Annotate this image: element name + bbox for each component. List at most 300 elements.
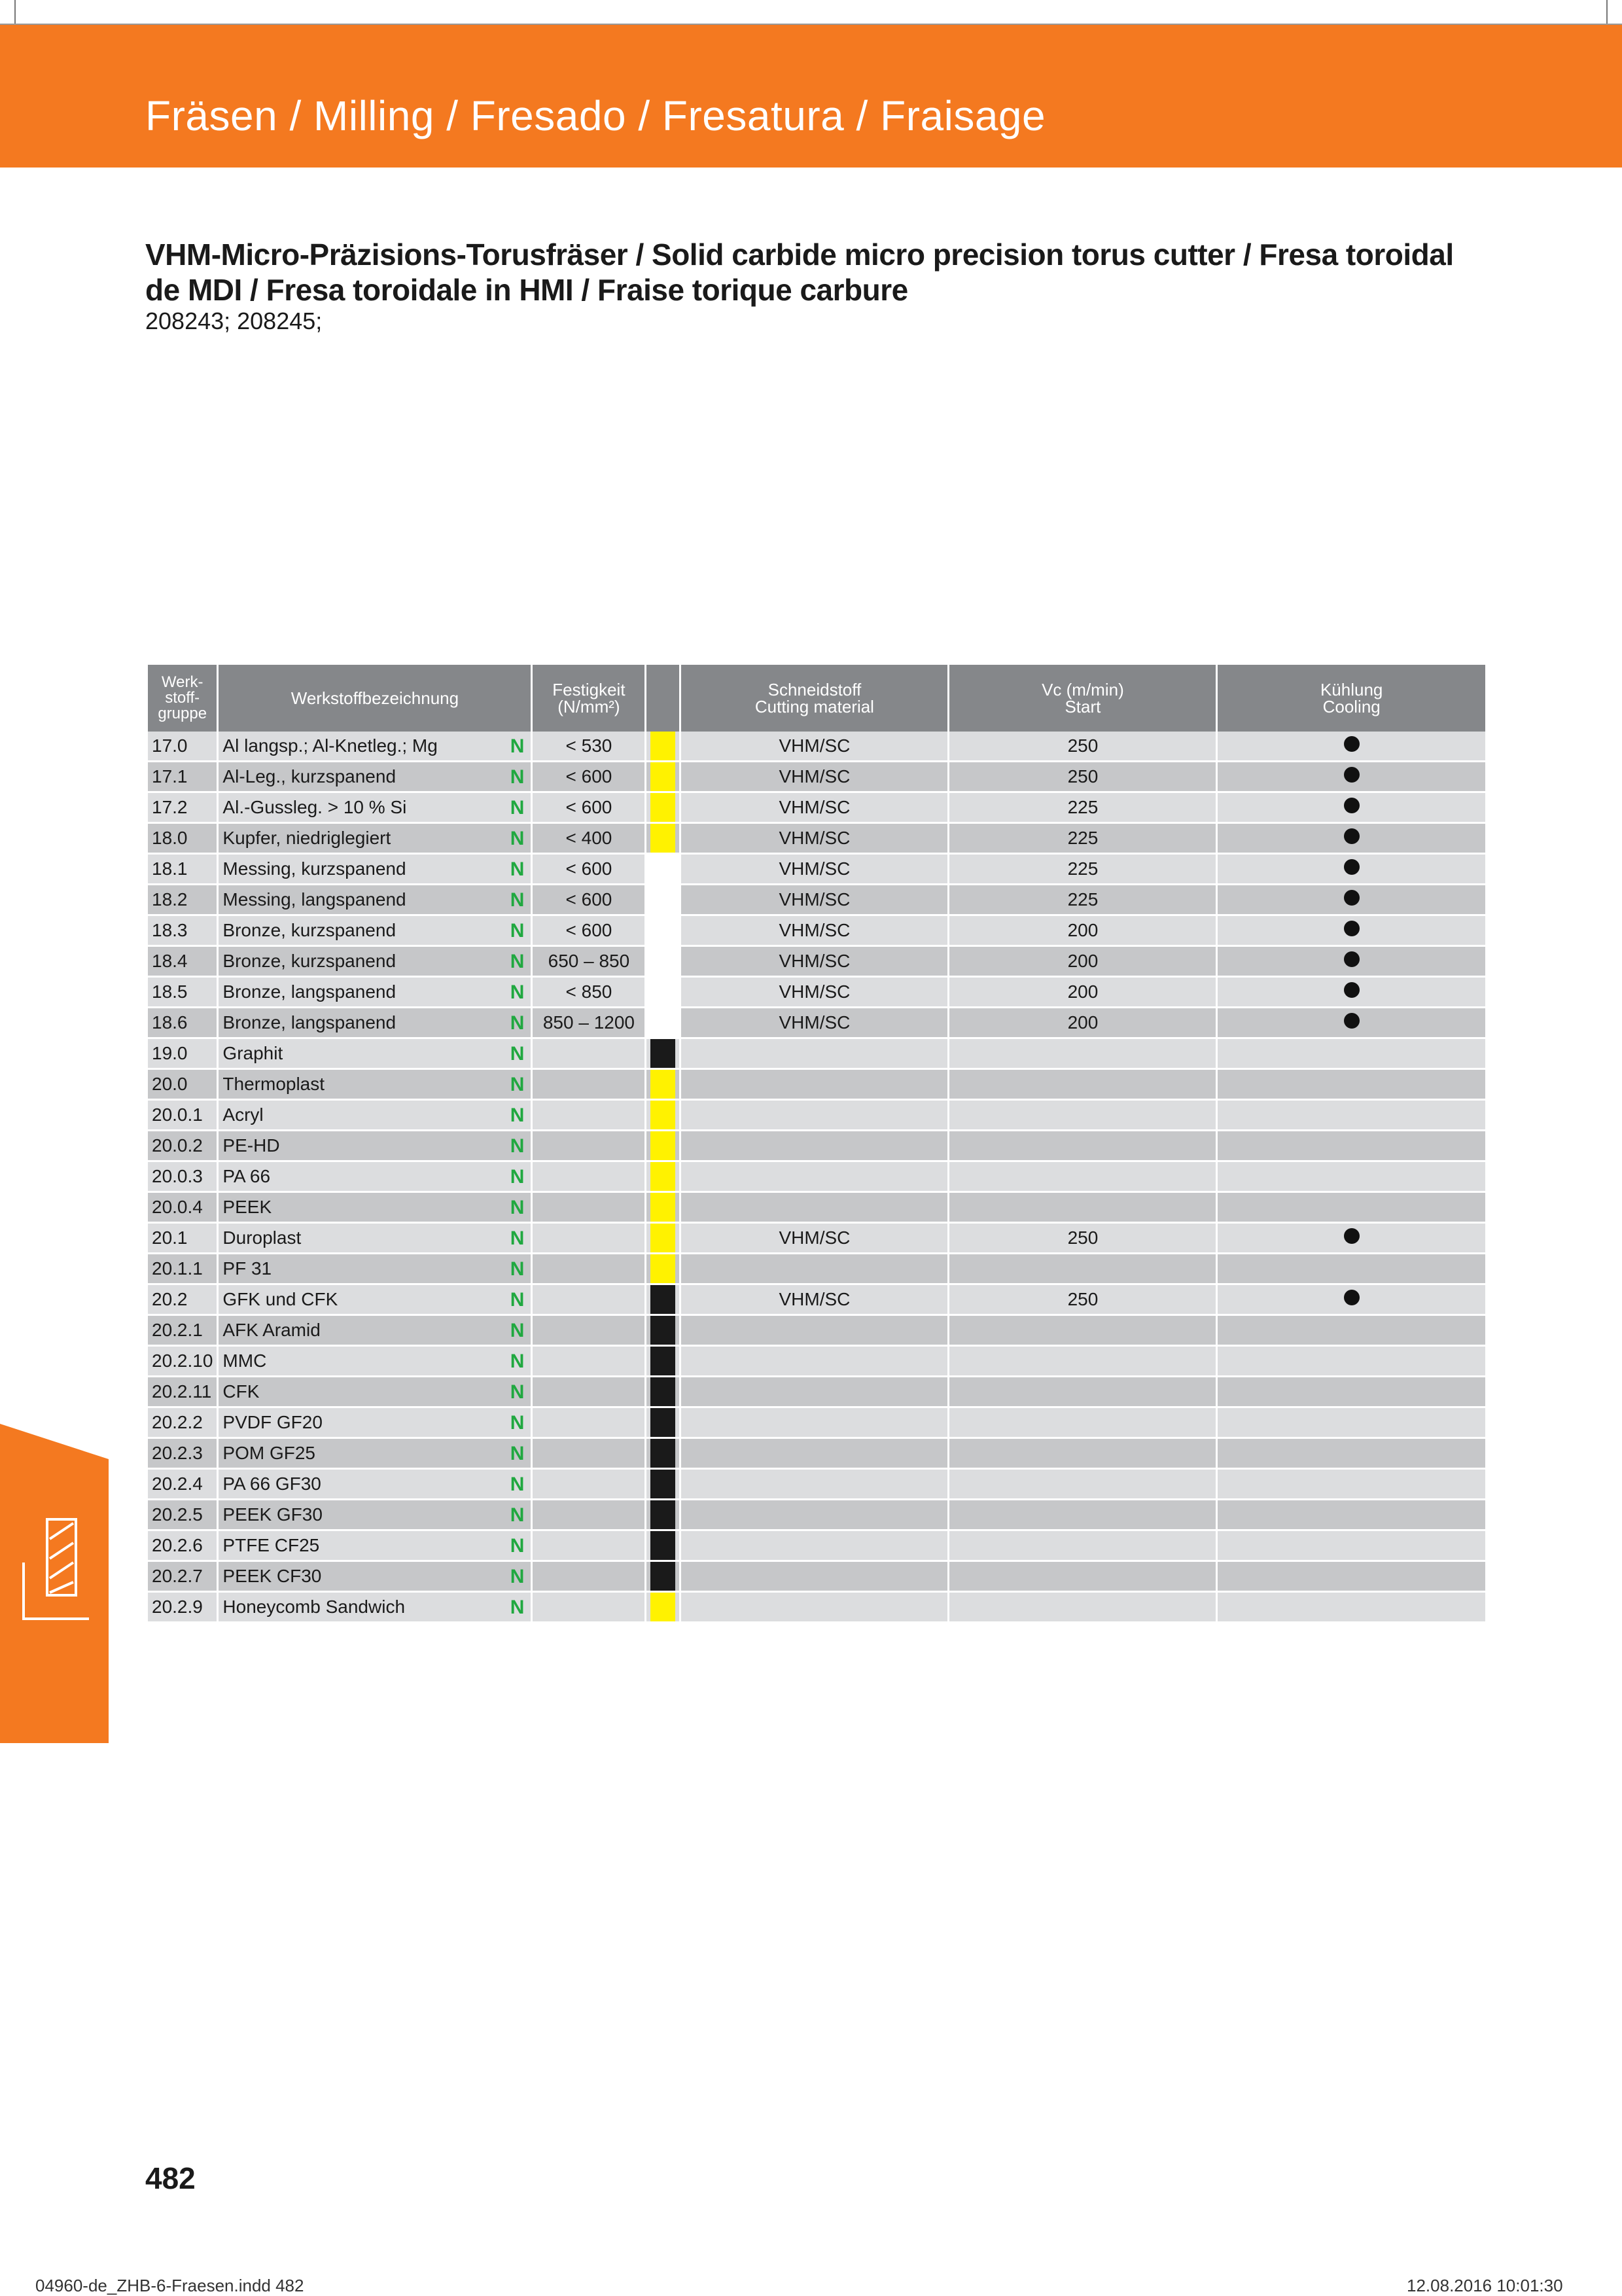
- header-cooling: [1217, 665, 1485, 732]
- material-class-n-badge: N: [510, 735, 525, 757]
- strength-value: [532, 1254, 646, 1284]
- cooling-cell: [1217, 1592, 1485, 1623]
- material-name-cell: [218, 1223, 532, 1254]
- cutting-speed: 250: [949, 762, 1217, 792]
- table-row: [148, 1530, 1485, 1561]
- material-name: Graphit: [222, 1043, 283, 1063]
- cutting-material: VHM/SC: [680, 977, 949, 1008]
- strength-value: < 600: [532, 915, 646, 946]
- suitability-swatch-cell: [646, 1008, 680, 1038]
- table-row: [148, 823, 1485, 854]
- suitability-swatch-cell: [646, 854, 680, 885]
- cutting-speed: 225: [949, 885, 1217, 915]
- cooling-dot-icon: [1344, 736, 1360, 752]
- strength-value: [532, 1469, 646, 1500]
- material-name-cell: [218, 1315, 532, 1346]
- strength-value: [532, 1530, 646, 1561]
- material-name: PA 66: [222, 1166, 271, 1186]
- suitability-swatch: [650, 793, 675, 822]
- cutting-material: [680, 1377, 949, 1407]
- page-number: 482: [145, 2161, 196, 2195]
- cutting-material: [680, 1161, 949, 1192]
- table-row: [148, 946, 1485, 977]
- material-class-n-badge: N: [510, 889, 525, 911]
- material-name-cell: [218, 854, 532, 885]
- material-name: Kupfer, niedriglegiert: [222, 828, 391, 848]
- material-class-n-badge: N: [510, 1412, 525, 1434]
- header-swatch: [646, 665, 680, 732]
- suitability-swatch: [650, 916, 675, 945]
- material-group-code: 20.2.5: [148, 1500, 218, 1530]
- material-group-code: 20.2.2: [148, 1407, 218, 1438]
- material-group-code: 20.0.1: [148, 1100, 218, 1131]
- strength-value: [532, 1069, 646, 1100]
- table-row: [148, 915, 1485, 946]
- cutting-speed: [949, 1315, 1217, 1346]
- cutting-speed: [949, 1377, 1217, 1407]
- strength-value: 850 – 1200: [532, 1008, 646, 1038]
- material-name: Bronze, kurzspanend: [222, 951, 397, 971]
- table-row: [148, 1500, 1485, 1530]
- header-material-group: [148, 665, 218, 732]
- material-name-cell: [218, 1254, 532, 1284]
- suitability-swatch-cell: [646, 1284, 680, 1315]
- material-name: Bronze, langspanend: [222, 1012, 397, 1033]
- table-row: [148, 854, 1485, 885]
- cutting-material: [680, 1192, 949, 1223]
- material-class-n-badge: N: [510, 1443, 525, 1464]
- cooling-dot-icon: [1344, 890, 1360, 906]
- cooling-dot-icon: [1344, 1228, 1360, 1244]
- cooling-cell: [1217, 1377, 1485, 1407]
- material-group-code: 20.0.3: [148, 1161, 218, 1192]
- strength-value: [532, 1561, 646, 1592]
- table-body: [148, 732, 1485, 1623]
- suitability-swatch: [650, 1070, 675, 1099]
- strength-value: < 600: [532, 762, 646, 792]
- material-name-cell: [218, 1192, 532, 1223]
- table-row: [148, 1192, 1485, 1223]
- material-name-cell: [218, 792, 532, 823]
- material-name: Thermoplast: [222, 1074, 325, 1094]
- material-group-code: 18.2: [148, 885, 218, 915]
- material-class-n-badge: N: [510, 1597, 525, 1618]
- cutting-material: VHM/SC: [680, 1223, 949, 1254]
- material-group-code: 18.4: [148, 946, 218, 977]
- material-name-cell: [218, 1008, 532, 1038]
- cutting-speed: [949, 1346, 1217, 1377]
- material-name: Honeycomb Sandwich: [222, 1597, 406, 1617]
- strength-value: < 400: [532, 823, 646, 854]
- cutting-speed: [949, 1192, 1217, 1223]
- article-numbers: 208243; 208245;: [145, 308, 323, 334]
- material-name: POM GF25: [222, 1443, 316, 1463]
- cooling-cell: [1217, 1100, 1485, 1131]
- suitability-swatch-cell: [646, 946, 680, 977]
- suitability-swatch-cell: [646, 885, 680, 915]
- cooling-dot-icon: [1344, 1290, 1360, 1305]
- suitability-swatch: [650, 1131, 675, 1160]
- header-strength-label: Festigkeit (N/mm²): [552, 680, 626, 716]
- material-name-cell: [218, 1530, 532, 1561]
- cutting-speed: [949, 1254, 1217, 1284]
- cooling-dot-icon: [1344, 951, 1360, 967]
- material-group-code: 20.2: [148, 1284, 218, 1315]
- material-name-cell: [218, 1284, 532, 1315]
- material-group-code: 18.5: [148, 977, 218, 1008]
- cooling-dot-icon: [1344, 982, 1360, 998]
- cutting-speed: [949, 1038, 1217, 1069]
- material-class-n-badge: N: [510, 1135, 525, 1157]
- header-material-group-label: Werk- stoff- gruppe: [158, 673, 207, 722]
- material-name: Messing, langspanend: [222, 889, 406, 910]
- footer-timestamp: 12.08.2016 10:01:30: [1407, 2276, 1563, 2295]
- cooling-cell: [1217, 732, 1485, 762]
- material-name-cell: [218, 946, 532, 977]
- cutting-speed: 250: [949, 1284, 1217, 1315]
- material-class-n-badge: N: [510, 1043, 525, 1065]
- material-name: CFK: [222, 1381, 260, 1402]
- cutting-speed: 225: [949, 854, 1217, 885]
- material-name-cell: [218, 1592, 532, 1623]
- material-name-cell: [218, 1100, 532, 1131]
- material-group-code: 17.2: [148, 792, 218, 823]
- crop-mark-left: [14, 0, 16, 24]
- cutting-material: [680, 1407, 949, 1438]
- material-class-n-badge: N: [510, 1320, 525, 1341]
- suitability-swatch: [650, 1531, 675, 1560]
- cutting-speed: [949, 1407, 1217, 1438]
- suitability-swatch: [650, 1008, 675, 1037]
- material-class-n-badge: N: [510, 1381, 525, 1403]
- cooling-cell: [1217, 1438, 1485, 1469]
- cutting-speed: [949, 1131, 1217, 1161]
- material-name: Acryl: [222, 1104, 264, 1125]
- header-cutting-speed-label: Vc (m/min) Start: [1042, 680, 1124, 716]
- cooling-cell: [1217, 1192, 1485, 1223]
- strength-value: [532, 1346, 646, 1377]
- table-row: [148, 1438, 1485, 1469]
- table-row: [148, 1254, 1485, 1284]
- material-name-cell: [218, 1161, 532, 1192]
- table-row: [148, 1407, 1485, 1438]
- table-row: [148, 977, 1485, 1008]
- material-group-code: 20.0: [148, 1069, 218, 1100]
- table-row: [148, 732, 1485, 762]
- suitability-swatch: [650, 1285, 675, 1314]
- material-group-code: 18.0: [148, 823, 218, 854]
- material-name-cell: [218, 1500, 532, 1530]
- cutting-speed: 250: [949, 732, 1217, 762]
- suitability-swatch: [650, 1254, 675, 1283]
- suitability-swatch-cell: [646, 1592, 680, 1623]
- material-name: Messing, kurzspanend: [222, 858, 406, 879]
- material-class-n-badge: N: [510, 951, 525, 972]
- material-name: PVDF GF20: [222, 1412, 323, 1432]
- suitability-swatch: [650, 1162, 675, 1191]
- strength-value: [532, 1377, 646, 1407]
- material-name-cell: [218, 732, 532, 762]
- suitability-swatch: [650, 1470, 675, 1498]
- material-name-cell: [218, 977, 532, 1008]
- suitability-swatch-cell: [646, 1131, 680, 1161]
- cooling-cell: [1217, 762, 1485, 792]
- suitability-swatch: [650, 885, 675, 914]
- table-row: [148, 762, 1485, 792]
- cutting-material: [680, 1561, 949, 1592]
- material-class-n-badge: N: [510, 1504, 525, 1526]
- material-name: PF 31: [222, 1258, 272, 1279]
- material-class-n-badge: N: [510, 1535, 525, 1557]
- cutting-speed: [949, 1100, 1217, 1131]
- material-class-n-badge: N: [510, 920, 525, 942]
- cutting-data-table: [148, 665, 1485, 1623]
- suitability-swatch-cell: [646, 1254, 680, 1284]
- cooling-cell: [1217, 1254, 1485, 1284]
- table-row: [148, 1100, 1485, 1131]
- cutting-material: [680, 1592, 949, 1623]
- milling-cutter-icon: [0, 1424, 109, 1743]
- table-row: [148, 1161, 1485, 1192]
- suitability-swatch: [650, 1224, 675, 1252]
- material-name: Bronze, kurzspanend: [222, 920, 397, 940]
- cooling-cell: [1217, 915, 1485, 946]
- material-class-n-badge: N: [510, 1166, 525, 1188]
- suitability-swatch-cell: [646, 1469, 680, 1500]
- cutting-speed: 200: [949, 915, 1217, 946]
- cutting-speed: 200: [949, 1008, 1217, 1038]
- cooling-cell: [1217, 854, 1485, 885]
- footer-file-name: 04960-de_ZHB-6-Fraesen.indd 482: [35, 2276, 304, 2295]
- cooling-dot-icon: [1344, 798, 1360, 813]
- table-row: [148, 1038, 1485, 1069]
- suitability-swatch-cell: [646, 732, 680, 762]
- cutting-material: VHM/SC: [680, 823, 949, 854]
- cooling-cell: [1217, 1530, 1485, 1561]
- cooling-cell: [1217, 1561, 1485, 1592]
- suitability-swatch-cell: [646, 1161, 680, 1192]
- material-name-cell: [218, 1561, 532, 1592]
- table-row: [148, 1346, 1485, 1377]
- cutting-speed: 250: [949, 1223, 1217, 1254]
- cutting-material: [680, 1069, 949, 1100]
- suitability-swatch-cell: [646, 1530, 680, 1561]
- suitability-swatch-cell: [646, 1223, 680, 1254]
- material-class-n-badge: N: [510, 1351, 525, 1372]
- material-group-code: 20.2.10: [148, 1346, 218, 1377]
- cutting-speed: 225: [949, 823, 1217, 854]
- cutting-speed: 225: [949, 792, 1217, 823]
- strength-value: < 600: [532, 854, 646, 885]
- table-row: [148, 1592, 1485, 1623]
- strength-value: < 850: [532, 977, 646, 1008]
- cooling-cell: [1217, 1161, 1485, 1192]
- suitability-swatch-cell: [646, 1561, 680, 1592]
- cutting-material: [680, 1131, 949, 1161]
- strength-value: < 530: [532, 732, 646, 762]
- material-group-code: 18.3: [148, 915, 218, 946]
- material-name: PA 66 GF30: [222, 1474, 321, 1494]
- material-group-code: 20.2.7: [148, 1561, 218, 1592]
- suitability-swatch: [650, 947, 675, 976]
- suitability-swatch-cell: [646, 1500, 680, 1530]
- strength-value: [532, 1100, 646, 1131]
- material-name-cell: [218, 823, 532, 854]
- material-name: AFK Aramid: [222, 1320, 321, 1340]
- section-title: Fräsen / Milling / Fresado / Fresatura / Fraisage: [145, 92, 1046, 139]
- cutting-speed: [949, 1561, 1217, 1592]
- material-group-code: 20.2.3: [148, 1438, 218, 1469]
- material-name: PEEK GF30: [222, 1504, 323, 1525]
- cutting-speed: [949, 1530, 1217, 1561]
- material-group-code: 20.2.11: [148, 1377, 218, 1407]
- suitability-swatch: [650, 1101, 675, 1129]
- suitability-swatch: [650, 1408, 675, 1437]
- suitability-swatch-cell: [646, 1069, 680, 1100]
- crop-mark-right: [1606, 0, 1608, 24]
- material-group-code: 20.1.1: [148, 1254, 218, 1284]
- suitability-swatch: [650, 1439, 675, 1468]
- material-name-cell: [218, 1469, 532, 1500]
- cooling-cell: [1217, 977, 1485, 1008]
- material-group-code: 20.2.6: [148, 1530, 218, 1561]
- material-class-n-badge: N: [510, 828, 525, 849]
- cooling-cell: [1217, 1500, 1485, 1530]
- table-row: [148, 1315, 1485, 1346]
- material-name-cell: [218, 1407, 532, 1438]
- crop-margin: [0, 0, 1622, 25]
- header-strength: [532, 665, 646, 732]
- cooling-cell: [1217, 1284, 1485, 1315]
- suitability-swatch: [650, 1562, 675, 1591]
- cutting-material: VHM/SC: [680, 732, 949, 762]
- material-name: PTFE CF25: [222, 1535, 320, 1555]
- material-name-cell: [218, 885, 532, 915]
- material-class-n-badge: N: [510, 1104, 525, 1126]
- material-name: Al-Leg., kurzspanend: [222, 766, 397, 786]
- cutting-material: [680, 1038, 949, 1069]
- material-group-code: 18.6: [148, 1008, 218, 1038]
- cutting-speed: 200: [949, 977, 1217, 1008]
- strength-value: < 600: [532, 792, 646, 823]
- table-row: [148, 1008, 1485, 1038]
- strength-value: [532, 1223, 646, 1254]
- material-name: MMC: [222, 1351, 267, 1371]
- material-class-n-badge: N: [510, 766, 525, 788]
- material-name-cell: [218, 1346, 532, 1377]
- suitability-swatch: [650, 978, 675, 1006]
- suitability-swatch-cell: [646, 1407, 680, 1438]
- table-header-row: [148, 665, 1485, 732]
- table-row: [148, 1561, 1485, 1592]
- material-name-cell: [218, 1038, 532, 1069]
- header-cutting-material-label: Schneidstoff Cutting material: [754, 680, 874, 716]
- material-class-n-badge: N: [510, 1197, 525, 1218]
- cooling-dot-icon: [1344, 859, 1360, 875]
- cutting-material: [680, 1254, 949, 1284]
- table-row: [148, 1469, 1485, 1500]
- material-name: PE-HD: [222, 1135, 280, 1156]
- cutting-material: VHM/SC: [680, 762, 949, 792]
- cooling-cell: [1217, 1469, 1485, 1500]
- suitability-swatch: [650, 1316, 675, 1345]
- strength-value: [532, 1038, 646, 1069]
- table-row: [148, 792, 1485, 823]
- strength-value: < 600: [532, 885, 646, 915]
- cooling-cell: [1217, 1008, 1485, 1038]
- cutting-material: [680, 1530, 949, 1561]
- header-cooling-label: Kühlung Cooling: [1320, 680, 1383, 716]
- suitability-swatch: [650, 1347, 675, 1375]
- strength-value: [532, 1284, 646, 1315]
- table-row: [148, 1223, 1485, 1254]
- suitability-swatch-cell: [646, 1038, 680, 1069]
- suitability-swatch-cell: [646, 1315, 680, 1346]
- suitability-swatch-cell: [646, 1100, 680, 1131]
- header-cutting-speed: [949, 665, 1217, 732]
- product-heading: VHM-Micro-Präzisions-Torusfräser / Solid carbide micro precision torus cutter / Fresa toroidal de MDI / Fresa toroidale in HMI / Fraise torique carbure: [145, 238, 1454, 307]
- suitability-swatch: [650, 732, 675, 760]
- cutting-material: VHM/SC: [680, 885, 949, 915]
- material-group-code: 20.2.9: [148, 1592, 218, 1623]
- suitability-swatch-cell: [646, 977, 680, 1008]
- material-name: PEEK: [222, 1197, 272, 1217]
- suitability-swatch-cell: [646, 1377, 680, 1407]
- header-material-name: [218, 665, 532, 732]
- cutting-material: VHM/SC: [680, 946, 949, 977]
- cutting-material: VHM/SC: [680, 854, 949, 885]
- table-row: [148, 1069, 1485, 1100]
- strength-value: [532, 1315, 646, 1346]
- cooling-cell: [1217, 823, 1485, 854]
- cooling-cell: [1217, 1038, 1485, 1069]
- strength-value: 650 – 850: [532, 946, 646, 977]
- material-name-cell: [218, 1131, 532, 1161]
- material-group-code: 17.0: [148, 732, 218, 762]
- cutting-material: [680, 1315, 949, 1346]
- material-group-code: 20.0.2: [148, 1131, 218, 1161]
- suitability-swatch-cell: [646, 1192, 680, 1223]
- cutting-speed: 200: [949, 946, 1217, 977]
- cutting-material: VHM/SC: [680, 792, 949, 823]
- suitability-swatch-cell: [646, 762, 680, 792]
- suitability-swatch: [650, 1193, 675, 1222]
- material-class-n-badge: N: [510, 1474, 525, 1495]
- cutting-material: [680, 1438, 949, 1469]
- cutting-material: [680, 1100, 949, 1131]
- material-group-code: 19.0: [148, 1038, 218, 1069]
- suitability-swatch: [650, 1593, 675, 1621]
- cutting-material: VHM/SC: [680, 1284, 949, 1315]
- table-row: [148, 1284, 1485, 1315]
- strength-value: [532, 1407, 646, 1438]
- material-name: Duroplast: [222, 1227, 302, 1248]
- material-name-cell: [218, 1438, 532, 1469]
- strength-value: [532, 1161, 646, 1192]
- cutting-speed: [949, 1592, 1217, 1623]
- header-material-name-label: Werkstoffbezeichnung: [291, 688, 459, 708]
- cutting-speed: [949, 1469, 1217, 1500]
- table-row: [148, 885, 1485, 915]
- cutting-material: [680, 1500, 949, 1530]
- material-name-cell: [218, 1377, 532, 1407]
- cutting-speed: [949, 1438, 1217, 1469]
- cooling-cell: [1217, 1131, 1485, 1161]
- cutting-speed: [949, 1069, 1217, 1100]
- cooling-cell: [1217, 1069, 1485, 1100]
- strength-value: [532, 1192, 646, 1223]
- suitability-swatch: [650, 762, 675, 791]
